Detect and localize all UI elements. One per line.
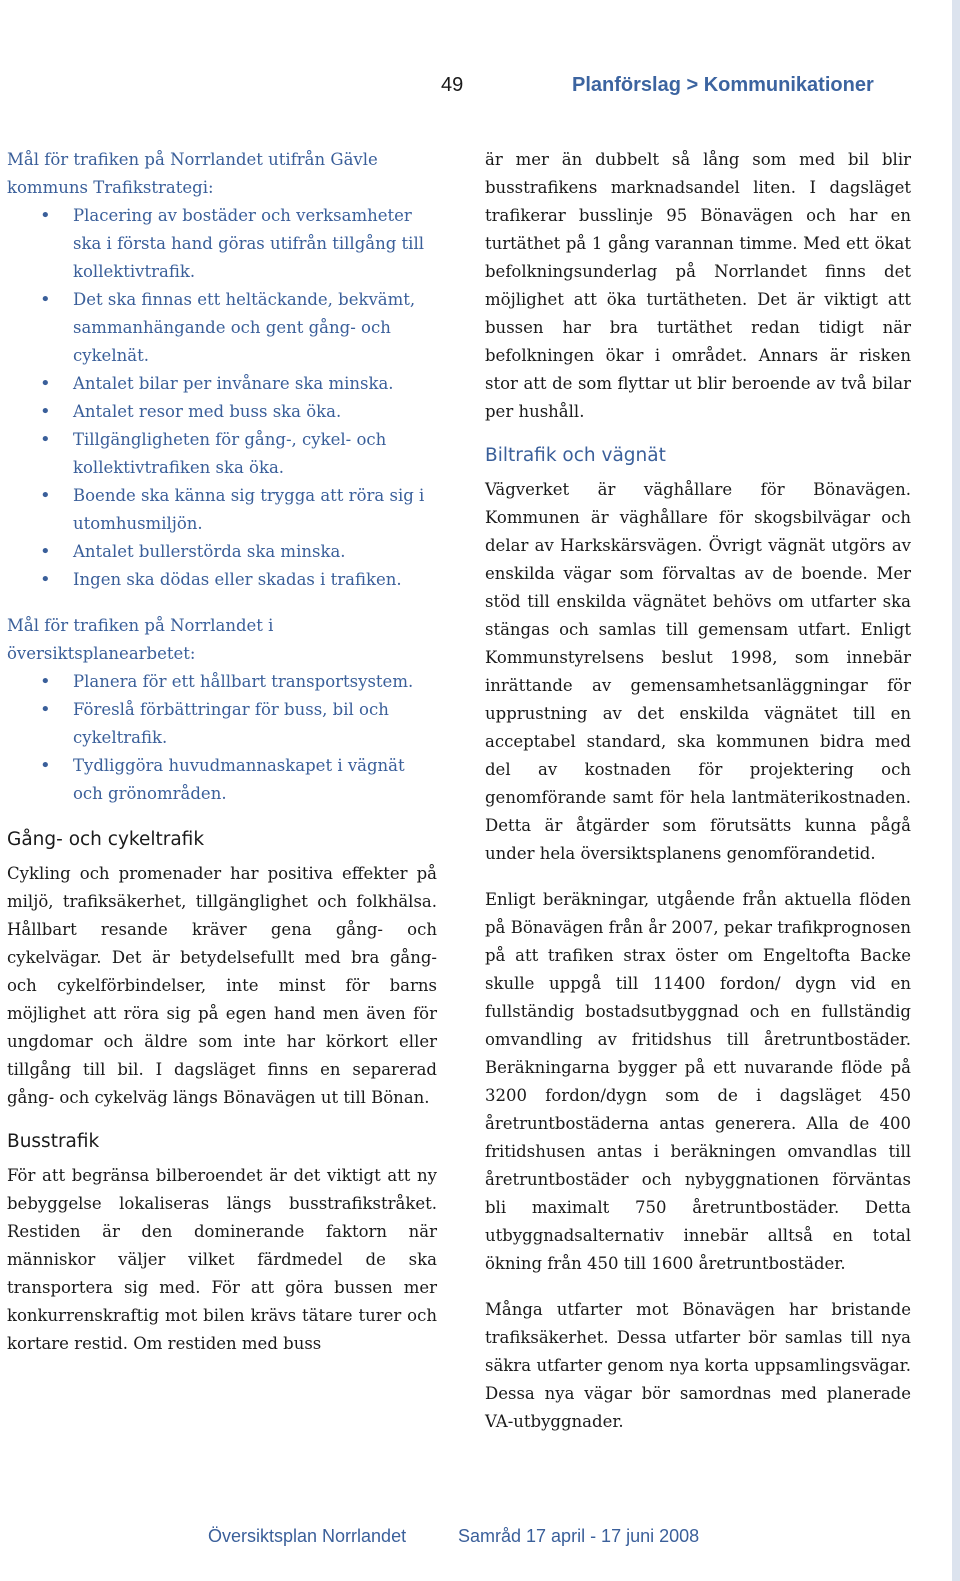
list-item: • Planera för ett hållbart transportsystem. xyxy=(7,668,437,696)
strategy-goals-list xyxy=(7,202,437,594)
forecast-text: Enligt beräkningar, utgående från aktuella flöden på Bönavägen från år 2007, pekar trafikprognosen på att trafiken strax öster om Engeltofta Backe skulle uppgå till 11400 fordon/ dygn vid en fullständig bostadsutbyggnad och en fullständig omvandling av fritidshus till åretruntbostäder. Beräkningarna bygger på ett nuvarande flöde på 3200 fordon/dygn som de i dagsläget 450 åretruntbostäderna antas generera. Alla de 400 fritidshusen antas i beräkningen omvandlas till åretruntbostäder och nybyggnationen förväntas bli maximalt 750 åretruntbostäder. Detta utbyggnadsalternativ innebär alltså en total ökning från 450 till 1600 åretruntbostäder. xyxy=(485,890,911,1273)
list-item: • Antalet bilar per invånare ska minska. xyxy=(7,370,437,398)
page-number: 49 xyxy=(441,74,464,96)
page-header xyxy=(0,74,960,104)
plan-goals-list xyxy=(7,668,437,808)
list-item: • Ingen ska dödas eller skadas i trafiken. xyxy=(7,566,437,594)
list-item: • Antalet resor med buss ska öka. xyxy=(7,398,437,426)
list-item: • Det ska finnas ett heltäckande, bekvämt, sammanhängande och gent gång- och cykelnät. xyxy=(7,286,437,370)
walk-cycle-text: Cykling och promenader har positiva effekter på miljö, trafiksäkerhet, tillgänglighet och folkhälsa. Hållbart resande kräver gena gång- och cykelvägar. Det är betydelsefullt med bra gång- och cykelförbindelser, inte minst för barns möjlighet att röra sig på egen hand men även för ungdomar och äldre som inte har körkort eller tillgång till bil. I dagsläget finns en separerad gång- och cykelväg längs Bönavägen ut till Bönan. xyxy=(7,864,437,1107)
footer-consultation-dates: Samråd 17 april - 17 juni 2008 xyxy=(458,1526,700,1546)
roads-text: Vägverket är väghållare för Bönavägen. Kommunen är väghållare för skogsbilvägar och delar av Harkskärsvägen. Övrigt vägnät utgörs av enskilda vägar som förvaltas av de boende. Mer stöd till enskilda vägnätet behövs om utfarter ska stängas och samlas till gemensam utfart. Enligt Kommunstyrelsens beslut 1998, som innebär inrättande av gemensamhetsanläggningar för upprustning av det enskilda vägnätet till en acceptabel standard, ska kommunen bidra med del av kostnaden för projektering och genomförande samt för hela lantmäterikostnaden. Detta är åtgärder som förutsätts kunna pågå under hela översiktsplanens genomförandetid. xyxy=(485,480,911,863)
page-edge-strip xyxy=(952,0,960,1581)
list-item: • Tillgängligheten för gång-, cykel- och kollektivtrafiken ska öka. xyxy=(7,426,437,482)
list-item: • Föreslå förbättringar för buss, bil och cykeltrafik. xyxy=(7,696,437,752)
footer-document-title: Översiktsplan Norrlandet xyxy=(208,1526,407,1546)
right-column xyxy=(485,146,911,1436)
exits-text: Många utfarter mot Bönavägen har bristande trafiksäkerhet. Dessa utfarter bör samlas till nya säkra utfarter genom nya korta uppsamlingsvägar. Dessa nya vägar bör samordnas med planerade VA-utbyggnader. xyxy=(485,1300,911,1431)
bus-heading: Busstrafik xyxy=(7,1131,100,1152)
bus-text-continued: är mer än dubbelt så lång som med bil blir busstrafikens marknadsandel liten. I dagsläget trafikerar busslinje 95 Bönavägen och har en turtäthet på 1 gång varannan timme. Med ett ökat befolkningsunderlag på Norrlandet finns det möjlighet att öka turtätheten. Det är viktigt att bussen har bra turtäthet redan tidigt när befolkningen ökar i området. Annars är risken stor att de som flyttar ut blir beroende av två bilar per hushåll. xyxy=(485,150,911,421)
list-item: • Tydliggöra huvudmannaskapet i vägnät och grönområden. xyxy=(7,752,437,808)
list-item: • Antalet bullerstörda ska minska. xyxy=(7,538,437,566)
section-breadcrumb: Planförslag > Kommunikationer xyxy=(572,74,874,96)
list-item: • Boende ska känna sig trygga att röra sig i utomhusmiljön. xyxy=(7,482,437,538)
left-column xyxy=(7,146,437,1358)
bus-text: För att begränsa bilberoendet är det viktigt att ny bebyggelse lokaliseras längs busstrafikstråket. Restiden är den dominerande faktorn när människor väljer vilket färdmedel de ska transportera sig med. För att göra bussen mer konkurrenskraftig mot bilen krävs tätare turer och kortare restid. Om restiden med buss xyxy=(7,1166,437,1353)
roads-heading: Biltrafik och vägnät xyxy=(485,445,666,466)
plan-goals-intro: Mål för trafiken på Norrlandet i översiktsplanearbetet: xyxy=(7,616,274,663)
walk-cycle-heading: Gång- och cykeltrafik xyxy=(7,829,205,850)
strategy-goals-intro: Mål för trafiken på Norrlandet utifrån Gävle kommuns Trafikstrategi: xyxy=(7,150,378,197)
list-item: • Placering av bostäder och verksamheter ska i första hand göras utifrån tillgång till kollektivtrafik. xyxy=(7,202,437,286)
